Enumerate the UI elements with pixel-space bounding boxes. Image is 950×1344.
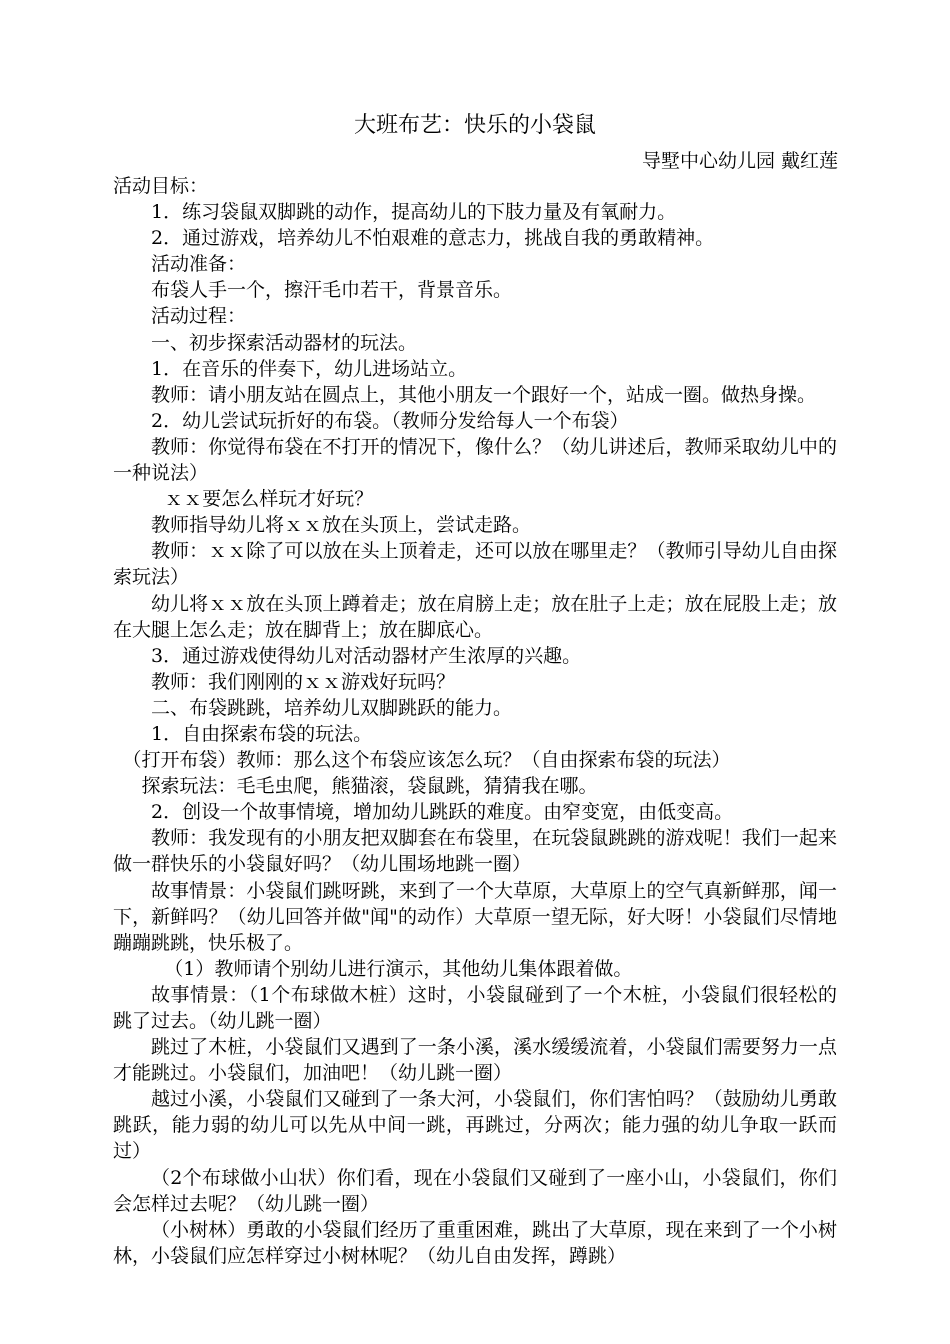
paragraph: 故事情景：小袋鼠们跳呀跳，来到了一个大草原，大草原上的空气真新鲜那，闻一下，新鲜吗？（幼儿回答并做"闻"的动作）大草原一望无际，好大呀！小袋鼠们尽情地蹦蹦跳跳，快乐极了。 bbox=[113, 879, 837, 954]
paragraph: 1．练习袋鼠双脚跳的动作，提高幼儿的下肢力量及有氧耐力。 bbox=[151, 201, 677, 224]
document-title: 大班布艺：快乐的小袋鼠 bbox=[353, 113, 596, 138]
paragraph: （打开布袋）教师：那么这个布袋应该怎么玩？（自由探索布袋的玩法） bbox=[122, 749, 731, 772]
section-heading-preparation: 活动准备： bbox=[151, 253, 247, 276]
paragraph: 1．在音乐的伴奏下，幼儿进场站立。 bbox=[151, 357, 468, 380]
paragraph: 教师：你觉得布袋在不打开的情况下，像什么？（幼儿讲述后，教师采取幼儿中的一种说法） bbox=[113, 435, 837, 485]
paragraph: 2．创设一个故事情境，增加幼儿跳跃的难度。由窄变宽，由低变高。 bbox=[151, 801, 734, 824]
section-heading-goals: 活动目标： bbox=[113, 175, 209, 197]
author-line: 导墅中心幼儿园 戴红莲 bbox=[641, 150, 838, 172]
paragraph: 教师：我发现有的小朋友把双脚套在布袋里，在玩袋鼠跳跳的游戏呢！我们一起来做一群快乐的小袋鼠好吗？（幼儿围场地跳一圈） bbox=[113, 827, 837, 876]
document-body bbox=[113, 173, 837, 1269]
paragraph: 教师：请小朋友站在圆点上，其他小朋友一个跟好一个，站成一圈。做热身操。 bbox=[151, 383, 817, 406]
paragraph: 教师指导幼儿将ｘｘ放在头顶上，尝试走路。 bbox=[151, 514, 532, 537]
paragraph: 幼儿将ｘｘ放在头顶上蹲着走；放在肩膀上走；放在肚子上走；放在屁股上走；放在大腿上怎么走；放在脚背上；放在脚底心。 bbox=[113, 592, 837, 641]
paragraph: ｘｘ要怎么样玩才好玩？ bbox=[164, 488, 374, 511]
section-heading-process: 活动过程： bbox=[151, 305, 247, 328]
paragraph: 故事情景：（1个布球做木桩）这时，小袋鼠碰到了一个木桩，小袋鼠们很轻松的跳了过去。（幼儿跳一圈） bbox=[113, 983, 837, 1032]
paragraph: 2．幼儿尝试玩折好的布袋。（教师分发给每人一个布袋） bbox=[151, 409, 629, 432]
paragraph: 二、布袋跳跳，培养幼儿双脚跳跃的能力。 bbox=[151, 696, 513, 719]
paragraph: （小树林）勇敢的小袋鼠们经历了重重困难，跳出了大草原，现在来到了一个小树林，小袋鼠们应怎样穿过小树林呢？（幼儿自由发挥，蹲跳） bbox=[113, 1218, 837, 1267]
paragraph: 教师：我们刚刚的ｘｘ游戏好玩吗？ bbox=[151, 670, 456, 693]
paragraph: 教师：ｘｘ除了可以放在头上顶着走，还可以放在哪里走？（教师引导幼儿自由探索玩法） bbox=[113, 540, 837, 589]
paragraph: （2个布球做小山状）你们看，现在小袋鼠们又碰到了一座小山，小袋鼠们，你们会怎样过去呢？（幼儿跳一圈） bbox=[113, 1166, 837, 1215]
paragraph: 一、初步探索活动器材的玩法。 bbox=[151, 331, 418, 354]
paragraph: （1）教师请个别幼儿进行演示，其他幼儿集体跟着做。 bbox=[164, 957, 633, 980]
paragraph: 探索玩法：毛毛虫爬，熊猫滚，袋鼠跳，猜猜我在哪。 bbox=[141, 775, 598, 798]
paragraph: 跳过了木桩，小袋鼠们又遇到了一条小溪，溪水缓缓流着，小袋鼠们需要努力一点才能跳过。小袋鼠们，加油吧！（幼儿跳一圈） bbox=[113, 1036, 837, 1085]
paragraph: 3．通过游戏使得幼儿对活动器材产生浓厚的兴趣。 bbox=[151, 644, 582, 667]
paragraph: 2．通过游戏，培养幼儿不怕艰难的意志力，挑战自我的勇敢精神。 bbox=[151, 227, 715, 250]
paragraph: 布袋人手一个，擦汗毛巾若干，背景音乐。 bbox=[151, 279, 513, 302]
paragraph: 1．自由探索布袋的玩法。 bbox=[151, 722, 373, 745]
paragraph: 越过小溪，小袋鼠们又碰到了一条大河，小袋鼠们，你们害怕吗？（鼓励幼儿勇敢跳跃，能力弱的幼儿可以先从中间一跳，再跳过，分两次；能力强的幼儿争取一跃而过） bbox=[113, 1088, 837, 1163]
